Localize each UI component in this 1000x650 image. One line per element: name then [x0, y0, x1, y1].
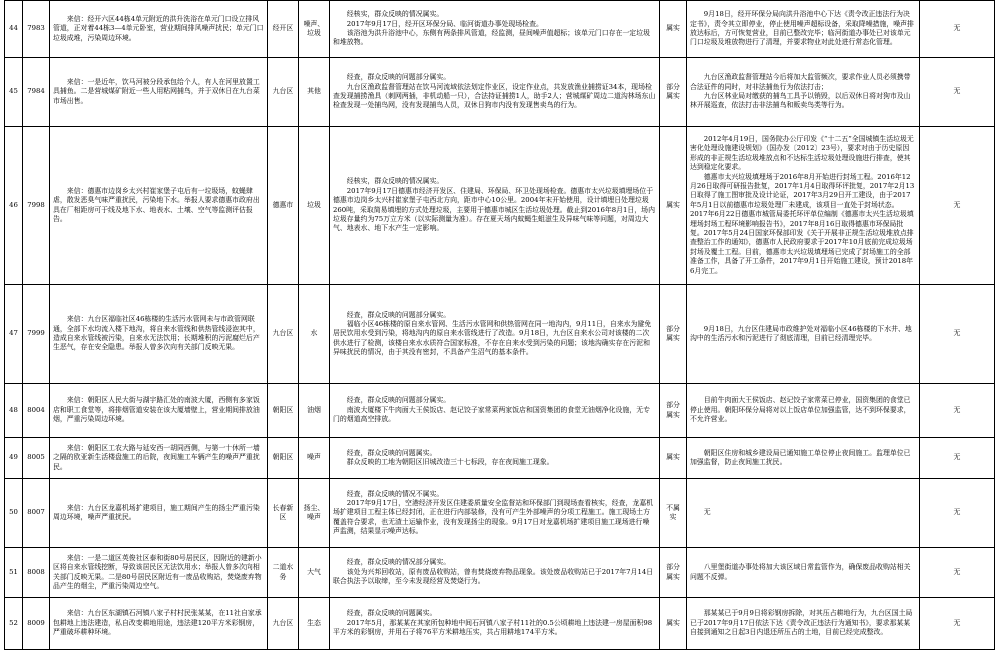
investigation-result	[330, 1, 660, 58]
district: 朝阳区	[268, 438, 299, 479]
complaint-content	[50, 548, 268, 598]
accountability: 无	[920, 127, 995, 285]
investigation-result-paragraph: 该处为兴邦回收站，原有废品收购站，曾有焚烧废弃物品现象。该处废品收购站已于2017年7月14日联合执法予以取缔，至今未发现经营及焚烧行为。	[333, 567, 654, 586]
table-row	[5, 384, 995, 438]
handling-result-paragraph: 无	[703, 508, 711, 517]
investigation-result	[330, 548, 660, 598]
handling-result-paragraph: 目前牛肉面大王侯饭店、赵记饺子家常菜已停业，国资集团的食堂已停止使用。朝阳环保分局将对以上饭店单位加强监管，达不到环保要求，不允许营业。	[690, 396, 911, 424]
pollution-type: 油烟	[299, 384, 330, 438]
handling-result-paragraph: 德惠市太兴垃圾填埋场于2016年8月开始进行封场工程。2016年12月26日取得可研报告批复，2017年1月4日取得环评批复，2017年2月13日取得了施工图审批及设计论证，2017年3月29日开工建设，由于2017年5月1日以前德惠市垃圾处理厂未建成，该项目一直处于封场状态。2017年6月22日德惠市城管局委托环评单位编制《德惠市太兴生活垃圾填埋场封场工程环境影响报告书》，2017年8月16日取得德惠市环保局批复。2017年5月24日国家环保部印发《关于开展非正规生活垃圾堆放点排查整治工作的通知》，德惠市人民政府要求于2017年10月底前完成垃圾场封场及覆土工程。目前，德惠市太兴垃圾填埋场已完成了封场施工的全部准备工作，具备了开工条件，2017年9月1日开始施工建设，预计2018年6月完工。	[690, 172, 915, 275]
complaint-content	[50, 479, 268, 548]
handling-result	[687, 598, 920, 650]
investigation-result-paragraph: 经查，群众反映的问题属实。	[346, 448, 437, 457]
table-row	[5, 127, 995, 285]
verdict: 部分属实	[660, 58, 687, 127]
investigation-result	[330, 384, 660, 438]
handling-result-paragraph: 那某某已于9月9日将彩钢房拆除，对其压占耕地行为，九台区国土局已于2017年9月17日依法下达《责令改正违法行为通知书》，要求那某某自接到通知之日起3日内退还所压占的土地，目前已经完成整改。	[690, 609, 913, 637]
verdict: 部分属实	[660, 384, 687, 438]
complaint-text: 来信：九台区福临社区46栋楼的生活污水管网未与市政管网联通，全部下水均流入楼下地沟，将自来水管线和供热管线浸泡其中，造成自来水管线被污染，自来水无法饮用；长期堆积的污泥腐烂后产生恶气，存在安全隐患。举报人曾多次向有关部门反映无果。	[53, 315, 260, 352]
pollution-type: 噪声、垃圾	[299, 1, 330, 58]
accountability: 无	[920, 548, 995, 598]
row-number: 51	[5, 548, 23, 598]
row-number: 52	[5, 598, 23, 650]
row-number: 45	[5, 58, 23, 127]
pollution-type: 大气	[299, 548, 330, 598]
investigation-result-paragraph: 经查，群众反映的问题部分属实。	[346, 396, 451, 405]
handling-result-paragraph: 八里堡街道办事处将加大该区域日常监管作为，确保废品收购站相关问题不反弹。	[690, 563, 911, 581]
verdict: 不属实	[660, 479, 687, 548]
investigation-result	[330, 58, 660, 127]
district: 长春新区	[268, 479, 299, 548]
complaint-content	[50, 438, 268, 479]
case-id: 8004	[23, 384, 50, 438]
complaint-content	[50, 1, 268, 58]
investigation-result-paragraph: 经查，群众反映的情况不属实。	[346, 489, 444, 498]
complaint-text: 来信：朝阳区人民大街与湖宇路汇处的南波大厦，西侧有多家饭店和职工食堂等，将排烟管道安装在该大厦墙壁上，营业期间排放油烟，严重污染周边环境。	[53, 396, 260, 424]
district: 二道水务	[268, 548, 299, 598]
row-number: 49	[5, 438, 23, 479]
district: 九台区	[268, 285, 299, 384]
investigation-result	[330, 598, 660, 650]
table-row	[5, 58, 995, 127]
verdict: 属实	[660, 438, 687, 479]
complaint-table	[4, 0, 995, 650]
investigation-result-paragraph: 福临小区46栋楼的原自来水管网、生活污水管网和供热管网在同一地沟内，9月11日，自来水为避免居民饮用水受到污染，将地沟内的原自来水管线进行了改造。9月18日，九台区自来水公司对该楼的二次供水进行了检测，该楼自来水水质符合国家标准，不存在自来水受到污染的问题；该地沟确实存在污泥和异味扰民的情况，由于其没有密封，不具备产生沼气的基本条件。	[333, 319, 652, 357]
accountability: 无	[920, 384, 995, 438]
investigation-result-paragraph: 2017年9月17日，空港经济开发区住建委质量安全监督站和环保部门到现场查看核实，经查，龙嘉机场扩建项目工程主体已经封闭，正在进行内部装修，没有可产生外部噪声的分项工程施工。施工现场土方覆盖符合要求，也无渣土运输作业，没有发现扬尘的现象。9月17日对龙嘉机场扩建项目施工现场进行噪声监测，结果显示噪声达标。	[333, 498, 654, 536]
verdict: 属实	[660, 598, 687, 650]
case-id: 8008	[23, 548, 50, 598]
complaint-text: 来信：九台区龙嘉机场扩建项目，施工期间产生的扬尘严重污染周边环境，噪声严重扰民。	[53, 503, 260, 521]
complaint-text: 来信：德惠市边岗乡太兴村崔家堡子屯后有一垃圾场，蚊蝇肆虐，散发恶臭气味严重扰民，污染地下水。举报人要求德惠市政府出具在厂相距房可于线及地下水、地表水、土壤、空气等监测评估报告。	[53, 186, 260, 223]
handling-result	[687, 438, 920, 479]
investigation-result-paragraph: 经查，群众反映的情况部分属实。	[346, 558, 451, 567]
investigation-result-paragraph: 该浴池为洪升浴池中心，东侧有两条排风管道，经监测，昼间噪声值超标；该单元门口存在一定垃圾和堆放物。	[333, 29, 650, 47]
complaint-content	[50, 127, 268, 285]
investigation-result-paragraph: 群众反映的工地为朝阳区旧城改造三十七标段，存在夜间施工现象。	[346, 458, 554, 466]
accountability: 无	[920, 58, 995, 127]
investigation-result-paragraph: 南波大厦楼下牛肉面大王侯饭店、赵记饺子家常菜两家饭店和国资集团的食堂无油烟净化设施，无专门的烟道高空排放。	[333, 405, 650, 424]
pollution-type: 生态	[299, 598, 330, 650]
accountability: 无	[920, 438, 995, 479]
accountability: 无	[920, 1, 995, 58]
case-id: 8007	[23, 479, 50, 548]
pollution-type: 水	[299, 285, 330, 384]
pollution-type: 垃圾	[299, 127, 330, 285]
pollution-type: 扬尘、噪声	[299, 479, 330, 548]
verdict: 部分属实	[660, 285, 687, 384]
complaint-text: 来信：朝阳区工农大路与延安西一胡同西侧，与第一十休所一墙之隔的欧亚新生活楼盘施工的后院，夜间施工车辆产生的噪声严重扰民。	[53, 443, 260, 471]
accountability: 无	[920, 479, 995, 548]
handling-result	[687, 384, 920, 438]
investigation-result	[330, 438, 660, 479]
pollution-type: 其他	[299, 58, 330, 127]
handling-result	[687, 1, 920, 58]
case-id: 7983	[23, 1, 50, 58]
handling-result-paragraph: 9月18日，经开环保分局向洪升浴池中心下达《责令改正违法行为决定书》，责令其立即停业，停止使用噪声超标设备，采取降噪措施，噪声排放达标后，方可恢复营业，目前已整改完毕；临河街道办事处已对该单元门口垃圾及堆放物进行了清理，并要求物业对此处进行常态化管理。	[690, 10, 914, 47]
investigation-result-paragraph: 经查，群众反映的问题部分属实。	[346, 310, 451, 319]
handling-result-paragraph: 九台区渔政监督管理站今后将加大监管频次，要求作业人员必须携带合法证件的同时，对非法捕鱼行为依法打击；	[690, 73, 911, 91]
accountability: 无	[920, 285, 995, 384]
handling-result-paragraph: 9月18日，九台区住建局市政维护处对福临小区46栋楼的下水井、地沟中的生活污水和污泥进行了彻底清理，目前已经清理完毕。	[690, 324, 912, 342]
case-id: 8009	[23, 598, 50, 650]
row-number: 48	[5, 384, 23, 438]
verdict: 属实	[660, 127, 687, 285]
table-row	[5, 438, 995, 479]
complaint-content	[50, 598, 268, 650]
case-id: 8005	[23, 438, 50, 479]
complaint-content	[50, 384, 268, 438]
handling-result	[687, 127, 920, 285]
handling-result	[687, 548, 920, 598]
accountability: 无	[920, 598, 995, 650]
investigation-result	[330, 127, 660, 285]
handling-result-paragraph: 朝阳区住房和城乡建设局已通知施工单位停止夜间施工。监理单位已加强监督，防止夜间施工扰民。	[690, 448, 911, 466]
table-row	[5, 285, 995, 384]
case-id: 7998	[23, 127, 50, 285]
investigation-result-paragraph: 经查，群众反映的问题部分属实。	[346, 73, 451, 82]
complaint-text: 来信：一是二道区英俊社区泰和街80号居民区，因附近的建新小区将自来水管线挖断，导致该居民区无法饮用水；举报人曾多次向相关部门反映无果。二是80号居民区附近有一废品收购站，焚烧废弃物品产生的烟尘，严重污染周边空气。	[53, 553, 262, 590]
handling-result	[687, 58, 920, 127]
complaint-text: 来信：一是近年，饮马河被分段承包给个人，有人在河里放置工具捕鱼。二是营城煤矿附近一些人用粘网捕鸟，并于双休日在九台菜市场出售。	[53, 77, 260, 105]
investigation-result-paragraph: 经核实，群众反映的情况属实。	[346, 177, 444, 186]
table-row	[5, 1, 995, 58]
complaint-content	[50, 58, 268, 127]
verdict: 部分属实	[660, 548, 687, 598]
pollution-type: 噪声	[299, 438, 330, 479]
investigation-result-paragraph: 经查，群众反映的问题属实。	[346, 609, 437, 618]
verdict: 属实	[660, 1, 687, 58]
row-number: 46	[5, 127, 23, 285]
table-row	[5, 598, 995, 650]
district: 九台区	[268, 58, 299, 127]
district: 九台区	[268, 598, 299, 650]
case-id: 7984	[23, 58, 50, 127]
table-row	[5, 548, 995, 598]
investigation-result	[330, 479, 660, 548]
handling-result-paragraph: 2012年4月19日，国务院办公厅印发《“十二五”全国城镇生活垃圾无害化处理设施建设规划》（国办发〔2012〕23号），要求对由于历史原因形成的非正规生活垃圾堆放点和不达标生活垃圾处理设施进行排查，使其达到稳定化要求。	[690, 135, 914, 172]
investigation-result-paragraph: 九台区渔政监督管理站在饮马河流域依法划定作业区，设定作业点，共发放渔业捕捞证34本，现场检查发现捕捞渔具（刺网两插，非机动船一只），合法持证捕捞1人，助手2人；营城煤矿周边二道沟林场东山检查发现一处捕鸟网，没有发现捕鸟人员，双休日狗市内没有发现售卖鸟的行为。	[333, 82, 656, 110]
row-number: 50	[5, 479, 23, 548]
complaint-text: 来信：九台区东湖镇石河镇八家子村村民张某某，在11社自家承包耕地上违法建造，私自改变耕地用途，违法建120平方米彩钢房，严重破坏耕种环境。	[53, 609, 262, 637]
row-number: 47	[5, 285, 23, 384]
investigation-result-paragraph: 经核实，群众反映的情况属实。	[346, 10, 444, 19]
case-id: 7999	[23, 285, 50, 384]
investigation-result	[330, 285, 660, 384]
table-row	[5, 479, 995, 548]
district: 德惠市	[268, 127, 299, 285]
complaint-content	[50, 285, 268, 384]
investigation-result-paragraph: 2017年5月，那某某在其家所包种地中间石河镇八家子村11社的0.5公顷耕地上违法建一房屋面积98平方米的彩钢房，并用石子将76平方米耕地压实，共占用耕地174平方米。	[333, 618, 653, 637]
district: 经开区	[268, 1, 299, 58]
handling-result-paragraph: 九台区林业局对缴获的捕鸟工具予以销毁，以后双休日将对狗市及山林开展巡查，依法打击非法捕鸟和贩卖鸟类等行为。	[690, 92, 911, 110]
handling-result	[687, 285, 920, 384]
complaint-text: 来信：经开六区44栋4单元附近的洪升洗浴在单元门口设立排风管道，正对着44栋3—4单元卧室，营业期间排风噪声扰民；单元门口垃圾成堆，污染周边环境。	[53, 14, 264, 42]
investigation-result-paragraph: 2017年9月17日，经开区环保分局、临河街道办事处现场检查。	[346, 19, 543, 28]
district: 朝阳区	[268, 384, 299, 438]
handling-result	[687, 479, 920, 548]
row-number: 44	[5, 1, 23, 58]
investigation-result-paragraph: 2017年9月17日德惠市经济开发区、住建局、环保局、环卫处现场检查。德惠市太兴垃圾填埋场位于德惠市边岗乡太兴村崔家堡子屯西北方向，距市中心10公里。2004年末开始使用，设计填埋日处理垃圾260吨，采取简易填埋的方式处理垃圾，主要用于德惠市城区生活垃圾处理。截止到2016年8月1日，场内垃圾存量约为75万立方米（以实际测量为准）。存在夏天场内蚊蝇生蛆滋生及异味气味等问题，对周边大气、地表水、地下水产生一定影响。	[333, 186, 655, 233]
